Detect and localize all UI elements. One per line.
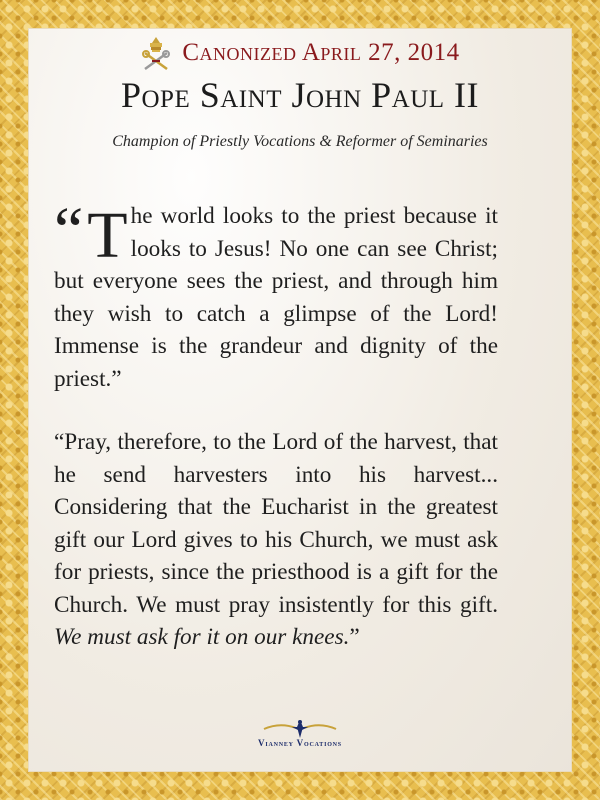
quote-second-italic: We must ask for it on our knees.: [54, 624, 350, 650]
subtitle: Champion of Priestly Vocations & Reformer of Seminaries: [112, 133, 488, 150]
page-title: Pope Saint John Paul II: [120, 75, 480, 115]
open-quote-mark: “: [54, 194, 84, 267]
footer-label: Vianney Vocations: [258, 738, 342, 748]
quote-second-text: “Pray, therefore, to the Lord of the harvest, that he send harvesters into his harvest... Considering that the Eucharist in the greatest gift our Lord gives to his Church, we must ask for priests, since the priesthood is a gift for the Church. We must pray insistently for this gift.: [54, 429, 498, 618]
quote-second: [54, 426, 498, 654]
close-quote-mark: ”: [349, 624, 360, 650]
canonized-date: Canonized April 27, 2014: [182, 39, 460, 66]
header-row: [0, 35, 600, 71]
drop-cap: T: [87, 199, 128, 272]
fleur-cross-icon: [260, 718, 340, 740]
quote-first-text: he world looks to the priest because it looks to Jesus! No one can see Christ; but everyone sees the priest, and through him they wish to catch a glimpse of the Lord! Immense is the grandeur and dignity of the priest.”: [54, 203, 498, 392]
footer-logo: [0, 718, 600, 748]
quote-first: [54, 194, 498, 395]
papal-keys-icon: [140, 35, 172, 71]
